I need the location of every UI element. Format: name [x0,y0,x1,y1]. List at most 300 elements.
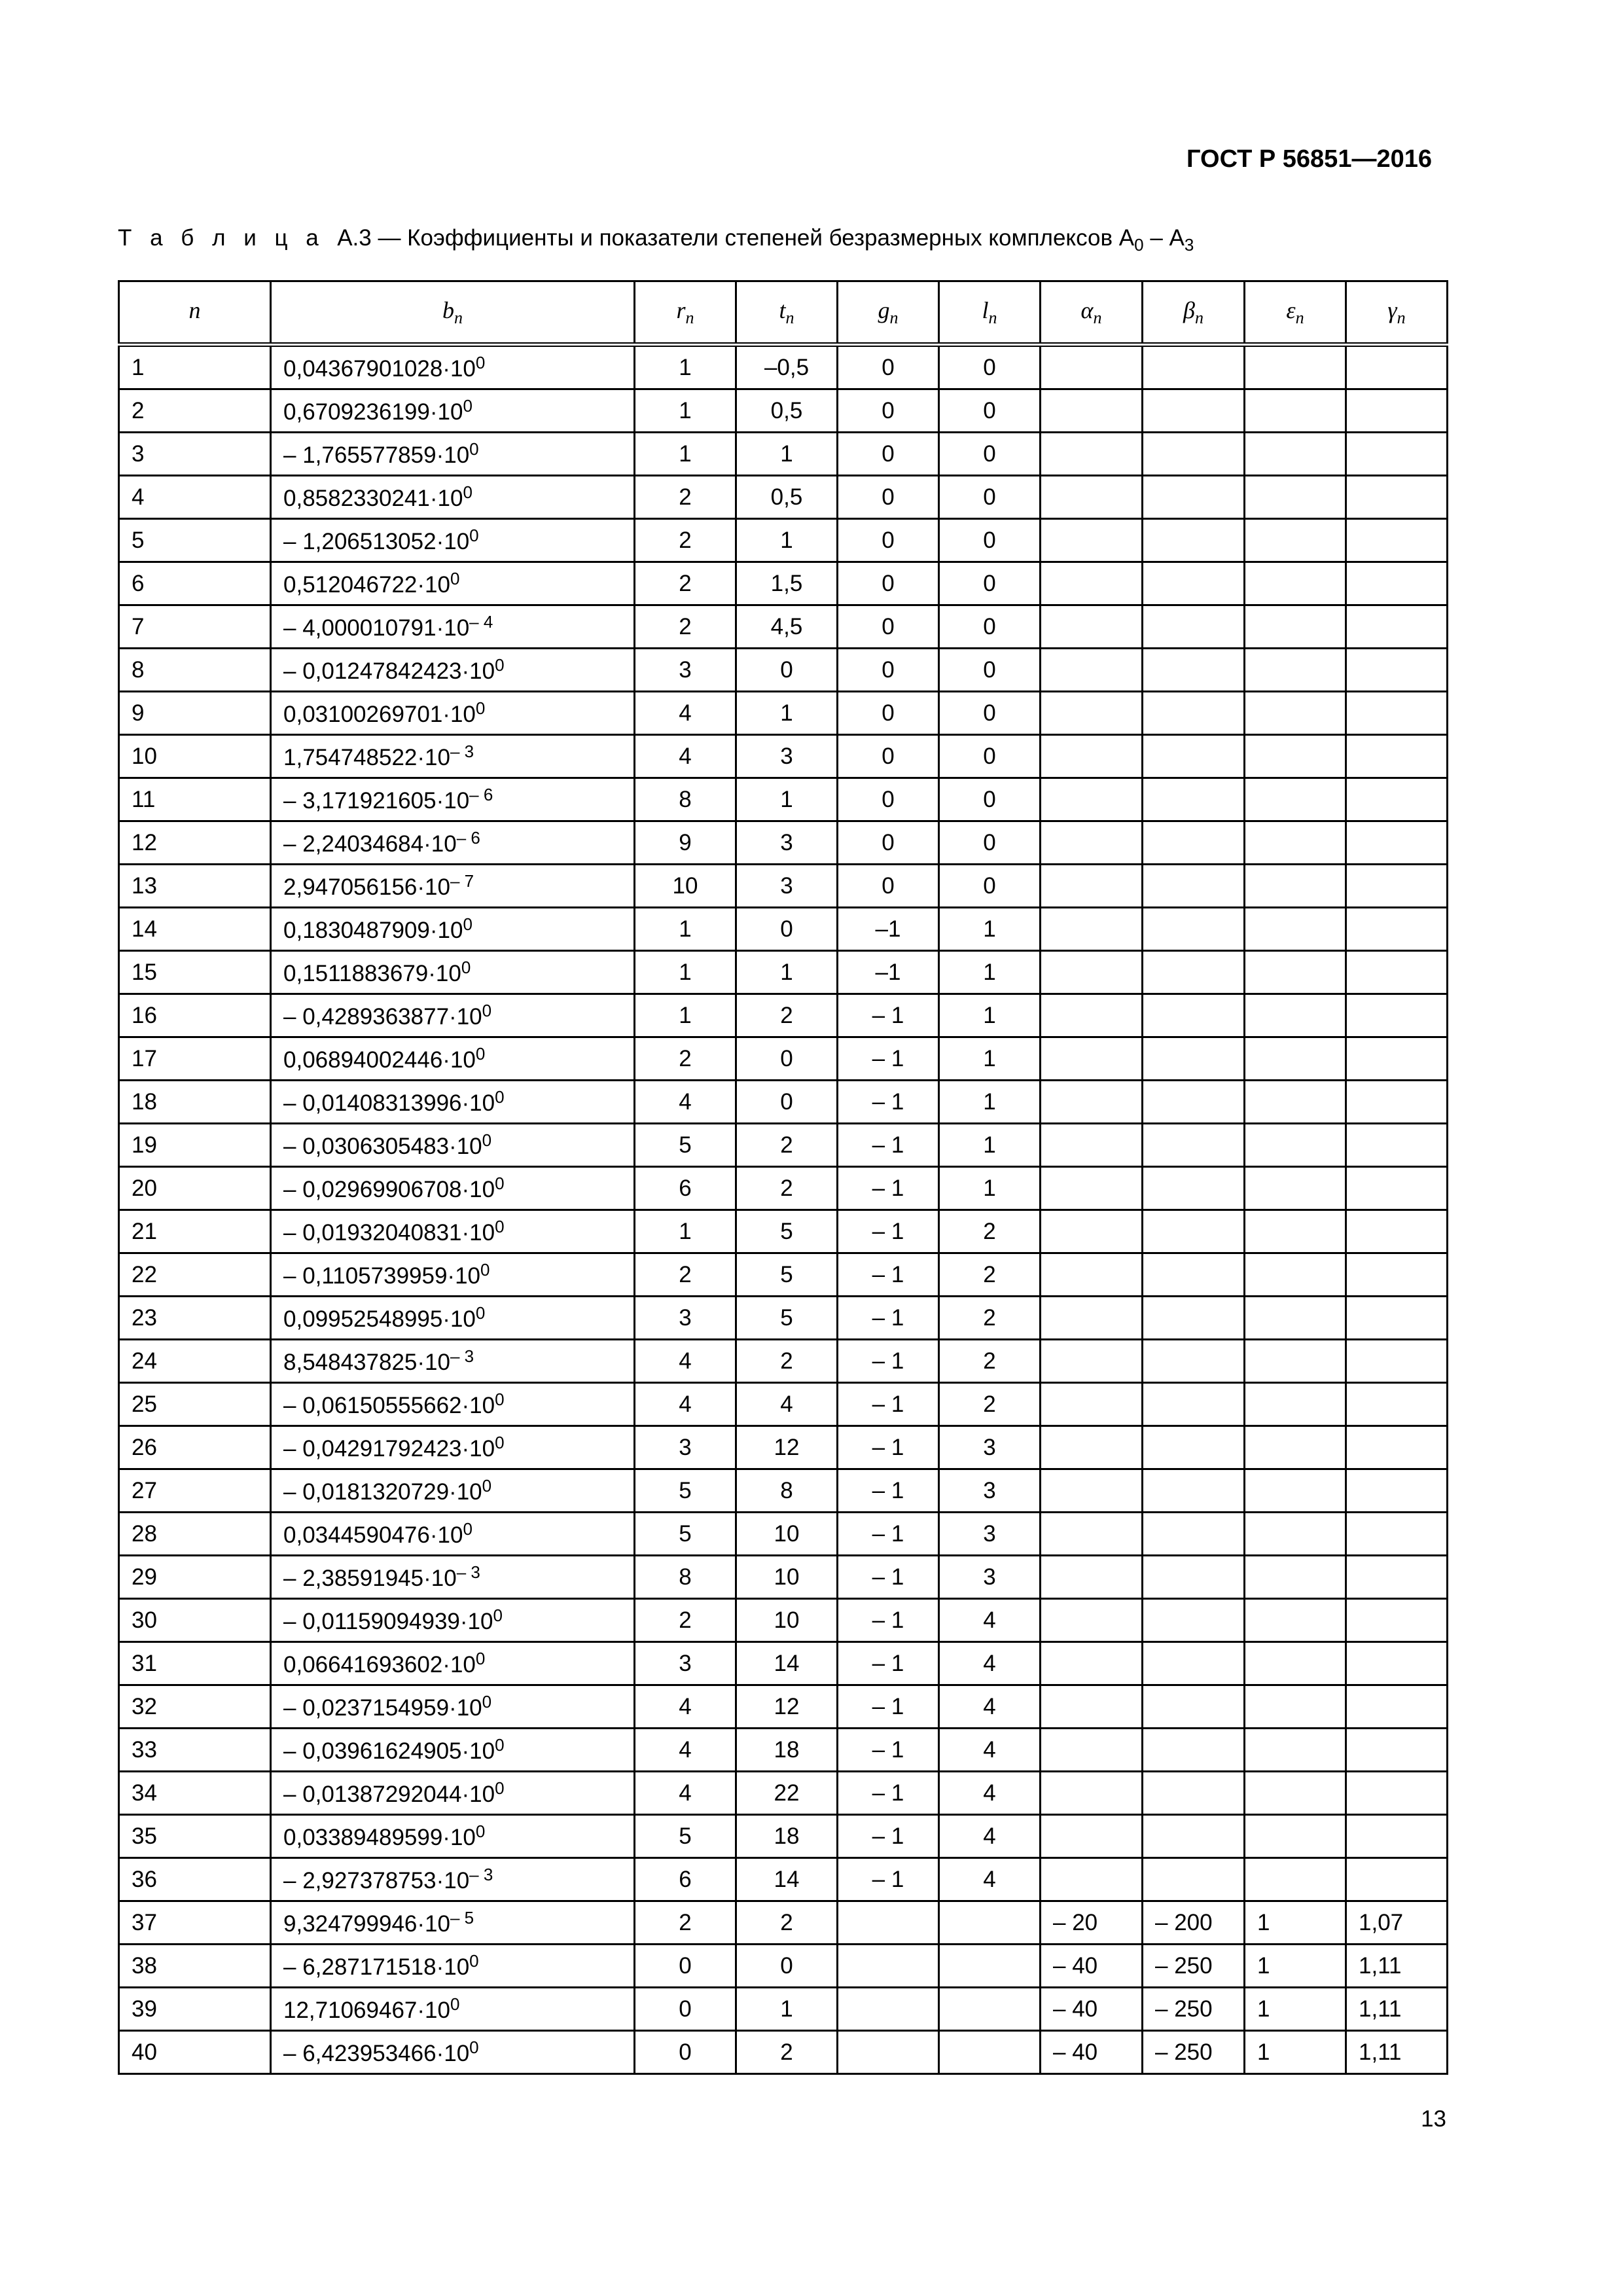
cell-l: 0 [939,821,1041,865]
cell-t: 4 [736,1383,838,1426]
cell-beta [1143,1037,1245,1081]
cell-n: 12 [119,821,271,865]
cell-t: 14 [736,1642,838,1685]
cell-t: 12 [736,1685,838,1729]
cell-gamma [1346,433,1448,476]
cell-r: 0 [635,1945,736,1988]
cell-l: 4 [939,1685,1041,1729]
cell-g: –1 [838,908,939,951]
cell-g: – 1 [838,1426,939,1469]
caption-prefix: Т а б л и ц а [118,225,325,251]
cell-t: 2 [736,1167,838,1210]
cell-n: 31 [119,1642,271,1685]
cell-l: 3 [939,1469,1041,1513]
cell-t: 3 [736,735,838,778]
cell-gamma [1346,519,1448,562]
cell-n: 24 [119,1340,271,1383]
cell-g: – 1 [838,1469,939,1513]
cell-t: 5 [736,1210,838,1253]
cell-n: 23 [119,1297,271,1340]
cell-b: $0,06894002446\cdot 10^0$ [271,1037,635,1081]
cell-gamma [1346,994,1448,1037]
cell-r: 4 [635,1729,736,1772]
cell-n: 32 [119,1685,271,1729]
cell-t: 18 [736,1729,838,1772]
cell-gamma [1346,389,1448,433]
table-row [119,1124,1448,1167]
cell-r: 2 [635,562,736,605]
cell-l: 4 [939,1599,1041,1642]
table-row [119,1081,1448,1124]
cell-beta [1143,1642,1245,1685]
cell-alpha [1041,1383,1143,1426]
cell-n: 28 [119,1513,271,1556]
cell-g [838,2031,939,2074]
cell-t: 1 [736,778,838,821]
cell-gamma [1346,908,1448,951]
cell-gamma [1346,1426,1448,1469]
cell-alpha [1041,865,1143,908]
cell-b: $0,06641693602\cdot 10^0$ [271,1642,635,1685]
cell-l: 0 [939,692,1041,735]
cell-beta [1143,778,1245,821]
cell-t: 0,5 [736,389,838,433]
cell-g: 0 [838,821,939,865]
cell-l: 1 [939,1167,1041,1210]
cell-eps [1245,1642,1346,1685]
cell-g: 0 [838,389,939,433]
cell-b: – $0,1105739959\cdot 10^0$ [271,1253,635,1297]
cell-alpha [1041,1210,1143,1253]
table-row [119,1210,1448,1253]
table-row [119,1037,1448,1081]
cell-eps [1245,1124,1346,1167]
cell-gamma [1346,1772,1448,1815]
cell-eps [1245,1772,1346,1815]
table-row [119,562,1448,605]
cell-gamma [1346,951,1448,994]
table-row [119,1297,1448,1340]
cell-r: 4 [635,1772,736,1815]
cell-n: 9 [119,692,271,735]
cell-b: – $0,04291792423\cdot 10^0$ [271,1426,635,1469]
cell-t: –0,5 [736,345,838,389]
cell-eps [1245,821,1346,865]
cell-b: – $0,0306305483\cdot 10^0$ [271,1124,635,1167]
cell-eps [1245,649,1346,692]
cell-beta [1143,562,1245,605]
cell-n: 14 [119,908,271,951]
cell-n: 35 [119,1815,271,1858]
cell-gamma [1346,1253,1448,1297]
table-row [119,1772,1448,1815]
table-row [119,389,1448,433]
cell-n: 26 [119,1426,271,1469]
cell-g: – 1 [838,994,939,1037]
cell-b: $12,71069467\cdot 10^0$ [271,1988,635,2031]
cell-alpha [1041,1772,1143,1815]
table-header-row [119,281,1448,345]
cell-t: 0 [736,1945,838,1988]
table-row [119,951,1448,994]
cell-b: – $6,423953466\cdot 10^0$ [271,2031,635,2074]
cell-r: 4 [635,735,736,778]
cell-n: 7 [119,605,271,649]
table-row [119,1729,1448,1772]
cell-l: 1 [939,1124,1041,1167]
col-header-g: $g_n$ [838,281,939,345]
table-row [119,1988,1448,2031]
cell-eps [1245,1210,1346,1253]
table-row [119,1685,1448,1729]
cell-b: – $0,02969906708\cdot 10^0$ [271,1167,635,1210]
cell-eps [1245,1340,1346,1383]
cell-n: 25 [119,1383,271,1426]
cell-alpha [1041,1253,1143,1297]
cell-beta [1143,1340,1245,1383]
cell-r: 1 [635,433,736,476]
cell-g: 0 [838,519,939,562]
cell-eps [1245,562,1346,605]
cell-beta [1143,476,1245,519]
cell-g: – 1 [838,1124,939,1167]
cell-r: 4 [635,1685,736,1729]
cell-b: – $0,03961624905\cdot 10^0$ [271,1729,635,1772]
cell-n: 16 [119,994,271,1037]
cell-n: 30 [119,1599,271,1642]
cell-g: 0 [838,692,939,735]
cell-b: $2,947056156\cdot 10^{- 7}$ [271,865,635,908]
cell-gamma [1346,605,1448,649]
cell-l: 0 [939,519,1041,562]
cell-beta [1143,1383,1245,1426]
cell-n: 39 [119,1988,271,2031]
cell-g [838,1901,939,1945]
col-header-beta: $\beta_n$ [1143,281,1245,345]
cell-b: – $3,171921605\cdot 10^{- 6}$ [271,778,635,821]
cell-eps [1245,778,1346,821]
col-header-t: $t_n$ [736,281,838,345]
cell-l: 3 [939,1426,1041,1469]
cell-l: 1 [939,1037,1041,1081]
cell-alpha [1041,1037,1143,1081]
cell-g: – 1 [838,1729,939,1772]
cell-alpha: – 40 [1041,2031,1143,2074]
cell-alpha [1041,1426,1143,1469]
cell-n: 1 [119,345,271,389]
cell-beta [1143,519,1245,562]
page-number: 13 [1421,2106,1446,2132]
cell-r: 4 [635,1383,736,1426]
table-row [119,1556,1448,1599]
cell-n: 27 [119,1469,271,1513]
cell-r: 2 [635,605,736,649]
cell-t: 2 [736,1340,838,1383]
table-row [119,1901,1448,1945]
table-row [119,345,1448,389]
cell-l: 0 [939,865,1041,908]
cell-alpha [1041,821,1143,865]
cell-n: 5 [119,519,271,562]
cell-n: 36 [119,1858,271,1901]
col-header-l: $l_n$ [939,281,1041,345]
cell-beta [1143,692,1245,735]
cell-g: – 1 [838,1297,939,1340]
cell-alpha [1041,1599,1143,1642]
cell-g: – 1 [838,1772,939,1815]
cell-n: 37 [119,1901,271,1945]
cell-n: 4 [119,476,271,519]
cell-r: 8 [635,1556,736,1599]
cell-g: –1 [838,951,939,994]
table-row [119,1167,1448,1210]
cell-l: 1 [939,994,1041,1037]
cell-g: 0 [838,476,939,519]
cell-r: 2 [635,519,736,562]
cell-alpha [1041,562,1143,605]
cell-t: 0 [736,908,838,951]
cell-t: 1 [736,692,838,735]
cell-beta [1143,345,1245,389]
cell-eps [1245,433,1346,476]
cell-gamma [1346,735,1448,778]
cell-g [838,1988,939,2031]
cell-beta: – 250 [1143,1945,1245,1988]
cell-eps [1245,1081,1346,1124]
cell-g: – 1 [838,1513,939,1556]
cell-l: 4 [939,1729,1041,1772]
cell-eps [1245,389,1346,433]
table-row [119,1426,1448,1469]
cell-beta [1143,1124,1245,1167]
cell-alpha [1041,778,1143,821]
cell-gamma: 1,11 [1346,2031,1448,2074]
cell-t: 1 [736,951,838,994]
cell-r: 2 [635,1037,736,1081]
cell-gamma [1346,1037,1448,1081]
cell-beta [1143,994,1245,1037]
cell-beta [1143,735,1245,778]
cell-t: 10 [736,1599,838,1642]
cell-beta [1143,1772,1245,1815]
cell-beta [1143,1815,1245,1858]
cell-r: 1 [635,1210,736,1253]
cell-b: – $2,38591945\cdot 10^{- 3}$ [271,1556,635,1599]
cell-b: $0,09952548995\cdot 10^0$ [271,1297,635,1340]
cell-r: 3 [635,649,736,692]
cell-eps [1245,1729,1346,1772]
cell-beta [1143,908,1245,951]
cell-beta [1143,1729,1245,1772]
cell-n: 15 [119,951,271,994]
cell-l: 0 [939,562,1041,605]
cell-r: 3 [635,1297,736,1340]
cell-g: – 1 [838,1210,939,1253]
cell-r: 10 [635,865,736,908]
cell-eps [1245,1858,1346,1901]
cell-g: – 1 [838,1167,939,1210]
cell-b: $1,754748522\cdot 10^{- 3}$ [271,735,635,778]
cell-beta [1143,1469,1245,1513]
cell-r: 0 [635,1988,736,2031]
cell-l: 0 [939,476,1041,519]
cell-r: 5 [635,1513,736,1556]
col-header-gamma: $\gamma_n$ [1346,281,1448,345]
cell-eps [1245,1556,1346,1599]
cell-eps [1245,1383,1346,1426]
cell-alpha [1041,735,1143,778]
cell-n: 33 [119,1729,271,1772]
cell-r: 2 [635,1253,736,1297]
cell-eps [1245,476,1346,519]
cell-l: 0 [939,389,1041,433]
cell-t: 10 [736,1556,838,1599]
cell-t: 0 [736,1081,838,1124]
cell-eps: 1 [1245,1901,1346,1945]
cell-b: $0,1511883679\cdot 10^0$ [271,951,635,994]
caption-dash: – А [1143,225,1185,251]
cell-b: – $0,4289363877\cdot 10^0$ [271,994,635,1037]
cell-alpha [1041,951,1143,994]
table-row [119,1340,1448,1383]
cell-g: – 1 [838,1383,939,1426]
cell-n: 3 [119,433,271,476]
cell-alpha [1041,476,1143,519]
cell-r: 5 [635,1469,736,1513]
cell-eps [1245,735,1346,778]
cell-t: 4,5 [736,605,838,649]
cell-b: – $0,0181320729\cdot 10^0$ [271,1469,635,1513]
cell-g: – 1 [838,1037,939,1081]
cell-g: – 1 [838,1340,939,1383]
table-row [119,605,1448,649]
table-row [119,433,1448,476]
standard-designation: ГОСТ Р 56851—2016 [1186,145,1432,173]
cell-gamma [1346,1124,1448,1167]
table-row [119,778,1448,821]
cell-l [939,1988,1041,2031]
cell-gamma [1346,1599,1448,1642]
cell-gamma [1346,865,1448,908]
cell-eps [1245,1037,1346,1081]
cell-b: $0,04367901028\cdot 10^0$ [271,345,635,389]
cell-b: – $0,01387292044\cdot 10^0$ [271,1772,635,1815]
cell-t: 2 [736,994,838,1037]
cell-beta [1143,1426,1245,1469]
cell-r: 6 [635,1167,736,1210]
cell-alpha [1041,1556,1143,1599]
cell-l: 2 [939,1383,1041,1426]
cell-l: 1 [939,908,1041,951]
cell-eps [1245,605,1346,649]
caption-sub-3: 3 [1184,235,1194,255]
cell-l: 0 [939,433,1041,476]
cell-gamma [1346,1556,1448,1599]
cell-b: – $1,206513052\cdot 10^0$ [271,519,635,562]
cell-l: 0 [939,649,1041,692]
table-row [119,1642,1448,1685]
cell-eps [1245,692,1346,735]
cell-gamma [1346,1815,1448,1858]
cell-n: 21 [119,1210,271,1253]
cell-eps [1245,1469,1346,1513]
cell-gamma [1346,1340,1448,1383]
cell-alpha [1041,1858,1143,1901]
cell-beta [1143,1556,1245,1599]
cell-t: 14 [736,1858,838,1901]
cell-gamma [1346,1167,1448,1210]
cell-g: 0 [838,605,939,649]
cell-beta [1143,821,1245,865]
cell-b: – $0,01247842423\cdot 10^0$ [271,649,635,692]
cell-gamma: 1,07 [1346,1901,1448,1945]
cell-b: $0,0344590476\cdot 10^0$ [271,1513,635,1556]
table-row [119,476,1448,519]
cell-gamma [1346,1858,1448,1901]
cell-r: 4 [635,692,736,735]
cell-b: $0,03389489599\cdot 10^0$ [271,1815,635,1858]
cell-b: – $0,01408313996\cdot 10^0$ [271,1081,635,1124]
cell-n: 18 [119,1081,271,1124]
cell-eps [1245,1426,1346,1469]
cell-gamma [1346,1642,1448,1685]
cell-gamma [1346,476,1448,519]
cell-t: 18 [736,1815,838,1858]
cell-l: 2 [939,1297,1041,1340]
table-row [119,1513,1448,1556]
cell-beta [1143,1599,1245,1642]
cell-g: 0 [838,735,939,778]
cell-eps: 1 [1245,2031,1346,2074]
table-row [119,1253,1448,1297]
cell-r: 9 [635,821,736,865]
cell-eps [1245,1815,1346,1858]
cell-eps [1245,1685,1346,1729]
cell-alpha [1041,1340,1143,1383]
table-row [119,821,1448,865]
cell-g: – 1 [838,1556,939,1599]
cell-t: 5 [736,1297,838,1340]
cell-t: 3 [736,865,838,908]
cell-eps [1245,1253,1346,1297]
col-header-epsilon: $\varepsilon_n$ [1245,281,1346,345]
cell-beta [1143,389,1245,433]
cell-alpha [1041,692,1143,735]
cell-t: 5 [736,1253,838,1297]
cell-gamma [1346,1685,1448,1729]
cell-n: 13 [119,865,271,908]
cell-t: 0 [736,1037,838,1081]
cell-b: – $2,24034684\cdot 10^{- 6}$ [271,821,635,865]
cell-t: 1 [736,519,838,562]
cell-l [939,2031,1041,2074]
table-row [119,1858,1448,1901]
cell-g [838,1945,939,1988]
cell-g: – 1 [838,1815,939,1858]
table-row [119,908,1448,951]
table-row [119,1599,1448,1642]
cell-g: – 1 [838,1599,939,1642]
cell-alpha: – 20 [1041,1901,1143,1945]
cell-beta [1143,1210,1245,1253]
cell-alpha: – 40 [1041,1945,1143,1988]
cell-t: 1,5 [736,562,838,605]
cell-eps [1245,345,1346,389]
cell-g: – 1 [838,1642,939,1685]
cell-b: – $0,01932040831\cdot 10^0$ [271,1210,635,1253]
cell-eps [1245,994,1346,1037]
cell-b: – $0,06150555662\cdot 10^0$ [271,1383,635,1426]
